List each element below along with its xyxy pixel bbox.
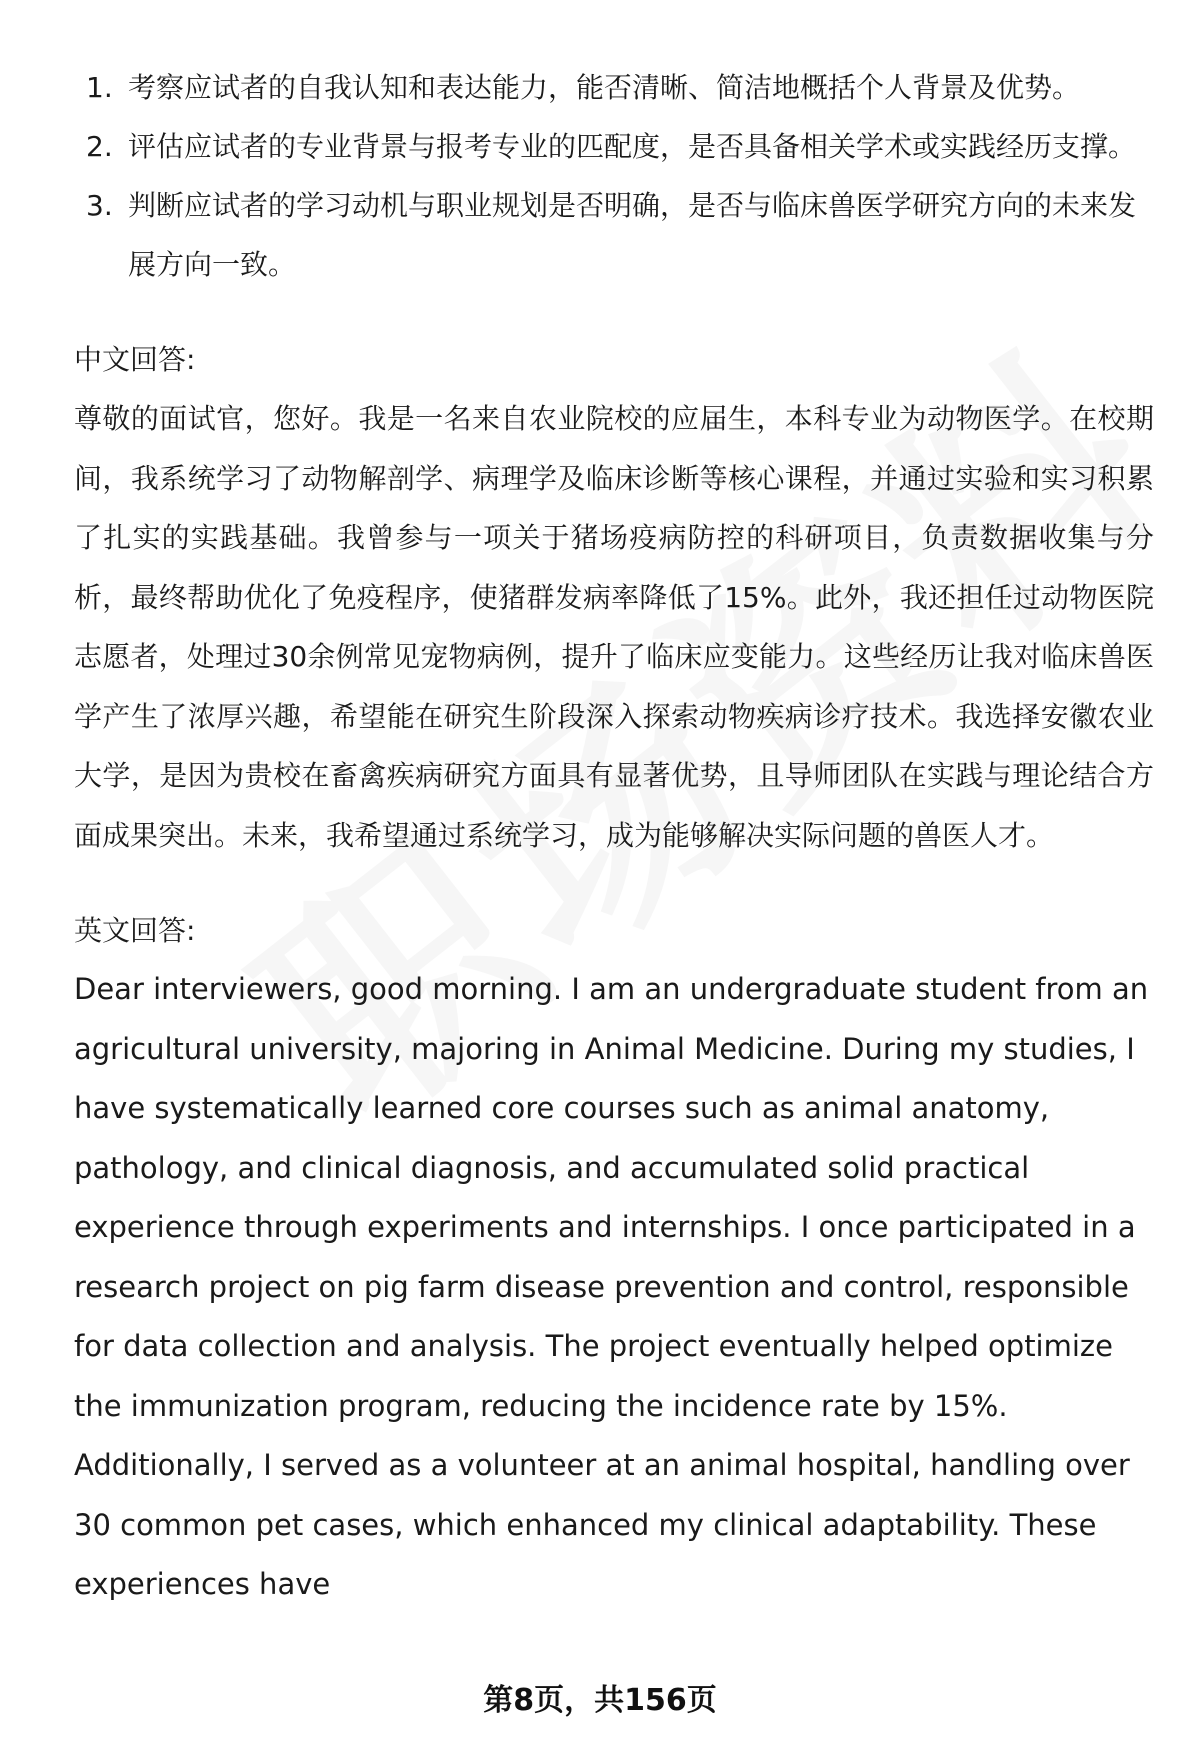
criteria-number: 3.: [86, 189, 113, 222]
criteria-number: 2.: [86, 130, 113, 163]
english-answer-text: Dear interviewers, good morning. I am an undergraduate student from an agricultural university, majoring in Animal Medicine. During my studies, I have systematically learned core courses such as animal anatomy, pathology, and clinical diagnosis, and accumulated solid practical experience through experiments and internships. I once participated in a research project on pig farm disease prevention and control, responsible for data collection and analysis. The project eventually helped optimize the immunization program, reducing the incidence rate by 15%. Additionally, I served as a volunteer at an animal hospital, handling over 30 common pet cases, which enhanced my clinical adaptability. These experiences have: [74, 972, 1149, 1601]
criteria-item: [74, 176, 1154, 294]
criteria-text: 判断应试者的学习动机与职业规划是否明确，是否与临床兽医学研究方向的未来发展方向一致。: [128, 189, 1137, 281]
criteria-number: 1.: [86, 71, 113, 104]
criteria-text: 考察应试者的自我认知和表达能力，能否清晰、简洁地概括个人背景及优势。: [128, 71, 1081, 104]
chinese-answer-label: 中文回答:: [74, 343, 196, 376]
evaluation-criteria-list: [74, 58, 1154, 294]
criteria-item: [74, 58, 1154, 117]
page-content: [74, 58, 1154, 1615]
page-number-footer: 第8页，共156页: [483, 1683, 717, 1718]
criteria-text: 评估应试者的专业背景与报考专业的匹配度，是否具备相关学术或实践经历支撑。: [128, 130, 1137, 163]
english-answer-label: 英文回答:: [74, 914, 196, 947]
chinese-answer-text: 尊敬的面试官，您好。我是一名来自农业院校的应届生，本科专业为动物医学。在校期间，我系统学习了动物解剖学、病理学及临床诊断等核心课程，并通过实验和实习积累了扎实的实践基础。我曾参与一项关于猪场疫病防控的科研项目，负责数据收集与分析，最终帮助优化了免疫程序，使猪群发病率降低了15%。此外，我还担任过动物医院志愿者，处理过30余例常见宠物病例，提升了临床应变能力。这些经历让我对临床兽医学产生了浓厚兴趣，希望能在研究生阶段深入探索动物疾病诊疗技术。我选择安徽农业大学，是因为贵校在畜禽疾病研究方面具有显著优势，且导师团队在实践与理论结合方面成果突出。未来，我希望通过系统学习，成为能够解决实际问题的兽医人才。: [74, 402, 1154, 852]
criteria-item: [74, 117, 1154, 176]
